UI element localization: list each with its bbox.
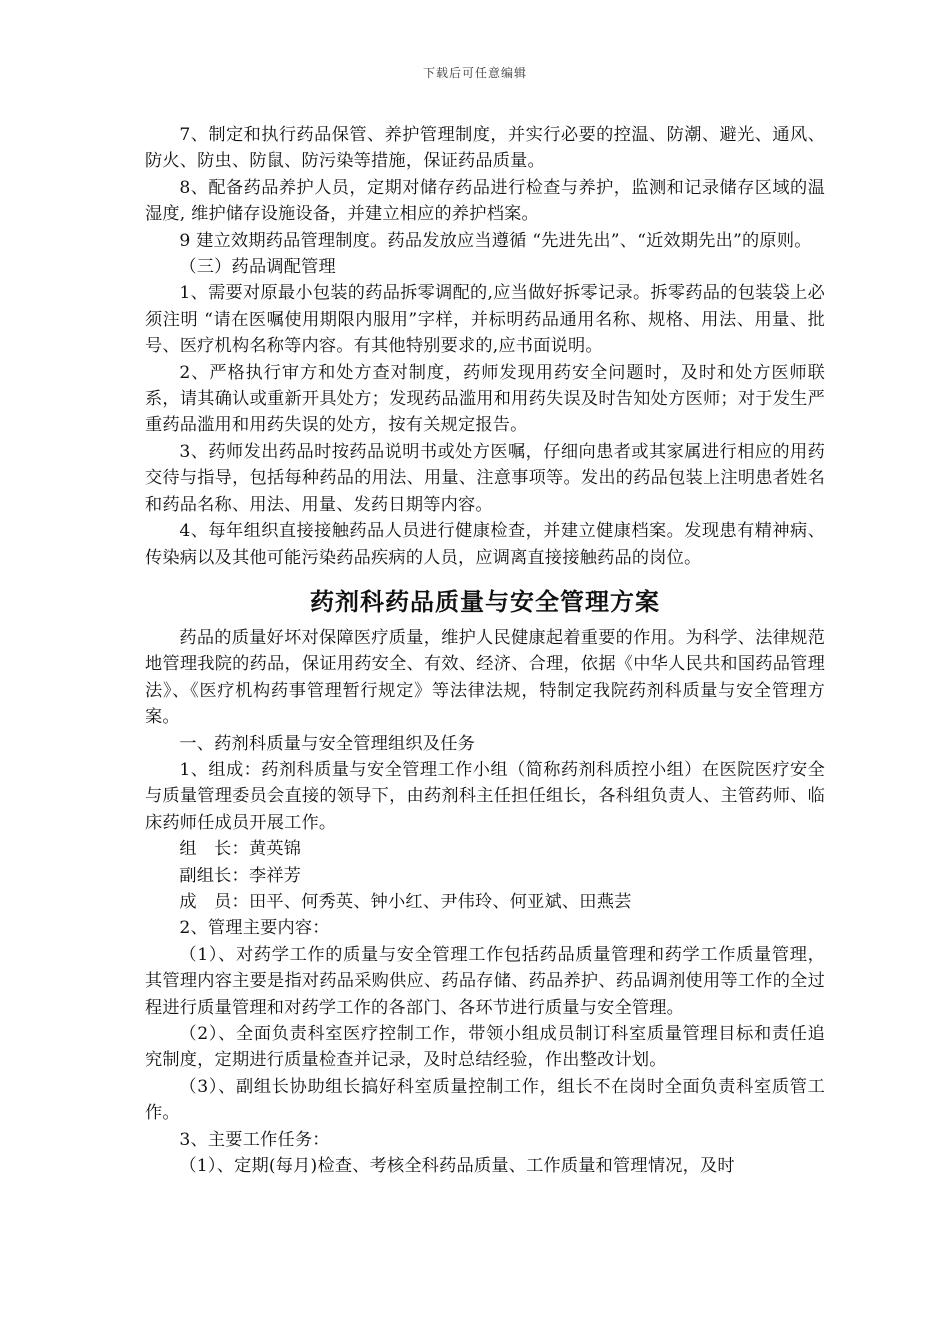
paragraph: 1、组成：药剂科质量与安全管理工作小组（简称药剂科质控小组）在医院医疗安全与质量管理委员会直接的领导下，由药剂科主任担任组长，各科组负责人、主管药师、临床药师任成员开展工作。 (145, 759, 825, 833)
paragraph: 2、严格执行审方和处方查对制度，药师发现用药安全问题时，及时和处方医师联系，请其确认或重新开具处方；发现药品滥用和用药失误及时告知处方医师；对于发生严重药品滥用和用药失误的处方，按有关规定报告。 (145, 362, 825, 436)
paragraph: 3、药师发出药品时按药品说明书或处方医嘱，仔细向患者或其家属进行相应的用药交待与指导，包括每种药品的用法、用量、注意事项等。发出的药品包装上注明患者姓名和药品名称、用法、用量、发药日期等内容。 (145, 441, 825, 515)
section-quality-plan (145, 625, 825, 1180)
paragraph: （1）、对药学工作的质量与安全管理工作包括药品质量管理和药学工作质量管理，其管理内容主要是指对药品采购供应、药品存储、药品养护、药品调剂使用等工作的全过程进行质量管理和对药学工作的各部门、各环节进行质量与安全管理。 (145, 944, 825, 1018)
document-title: 药剂科药品质量与安全管理方案 (310, 587, 660, 616)
paragraph: 1、需要对原最小包装的药品拆零调配的,应当做好拆零记录。拆零药品的包装袋上必须注明 “请在医嘱使用期限内服用”字样，并标明药品通用名称、规格、用法、用量、批号、医疗机构名称等内容。有其他特别要求的,应书面说明。 (145, 283, 825, 357)
section-storage-dispensing (145, 122, 825, 571)
roster-members: 成 员：田平、何秀英、钟小红、尹伟玲、何亚斌、田燕芸 (179, 891, 632, 912)
section-heading: 2、管理主要内容： (179, 918, 330, 939)
section-heading: 一、药剂科质量与安全管理组织及任务 (179, 733, 475, 754)
paragraph: （1）、定期(每月)检查、考核全科药品质量、工作质量和管理情况，及时 (179, 1156, 735, 1177)
roster-leader: 组 长：黄英锦 (179, 839, 302, 860)
paragraph: 8、配备药品养护人员，定期对储存药品进行检查与养护，监测和记录储存区域的温湿度, 维护储存设施设备，并建立相应的养护档案。 (145, 177, 825, 225)
paragraph: 药品的质量好坏对保障医疗质量，维护人民健康起着重要的作用。为科学、法律规范地管理我院的药品，保证用药安全、有效、经济、合理，依据《中华人民共和国药品管理法》、《医疗机构药事管理暂行规定》等法律法规，特制定我院药剂科质量与安全管理方案。 (145, 627, 825, 728)
download-note: 下载后可任意编辑 (422, 66, 527, 80)
paragraph: （2）、全面负责科室医疗控制工作，带领小组成员制订科室质量管理目标和责任追究制度，定期进行质量检查并记录，及时总结经验，作出整改计划。 (145, 1024, 825, 1071)
roster-deputy: 副组长：李祥芳 (179, 865, 302, 886)
section-heading: 3、主要工作任务： (179, 1129, 330, 1150)
paragraph: （3）、副组长协助组长搞好科室质量控制工作，组长不在岗时全面负责科室质管工作。 (145, 1076, 825, 1124)
document-body (145, 122, 825, 1179)
paragraph: 7、制定和执行药品保管、养护管理制度，并实行必要的控温、防潮、避光、通风、防火、防虫、防鼠、防污染等措施，保证药品质量。 (145, 125, 825, 172)
section-heading: （三）药品调配管理 (179, 257, 336, 278)
paragraph: 9 建立效期药品管理制度。药品发放应当遵循 “先进先出”、“近效期先出”的原则。 (179, 230, 812, 251)
paragraph: 4、每年组织直接接触药品人员进行健康检查，并建立健康档案。发现患有精神病、传染病以及其他可能污染药品疾病的人员，应调离直接接触药品的岗位。 (145, 521, 825, 568)
